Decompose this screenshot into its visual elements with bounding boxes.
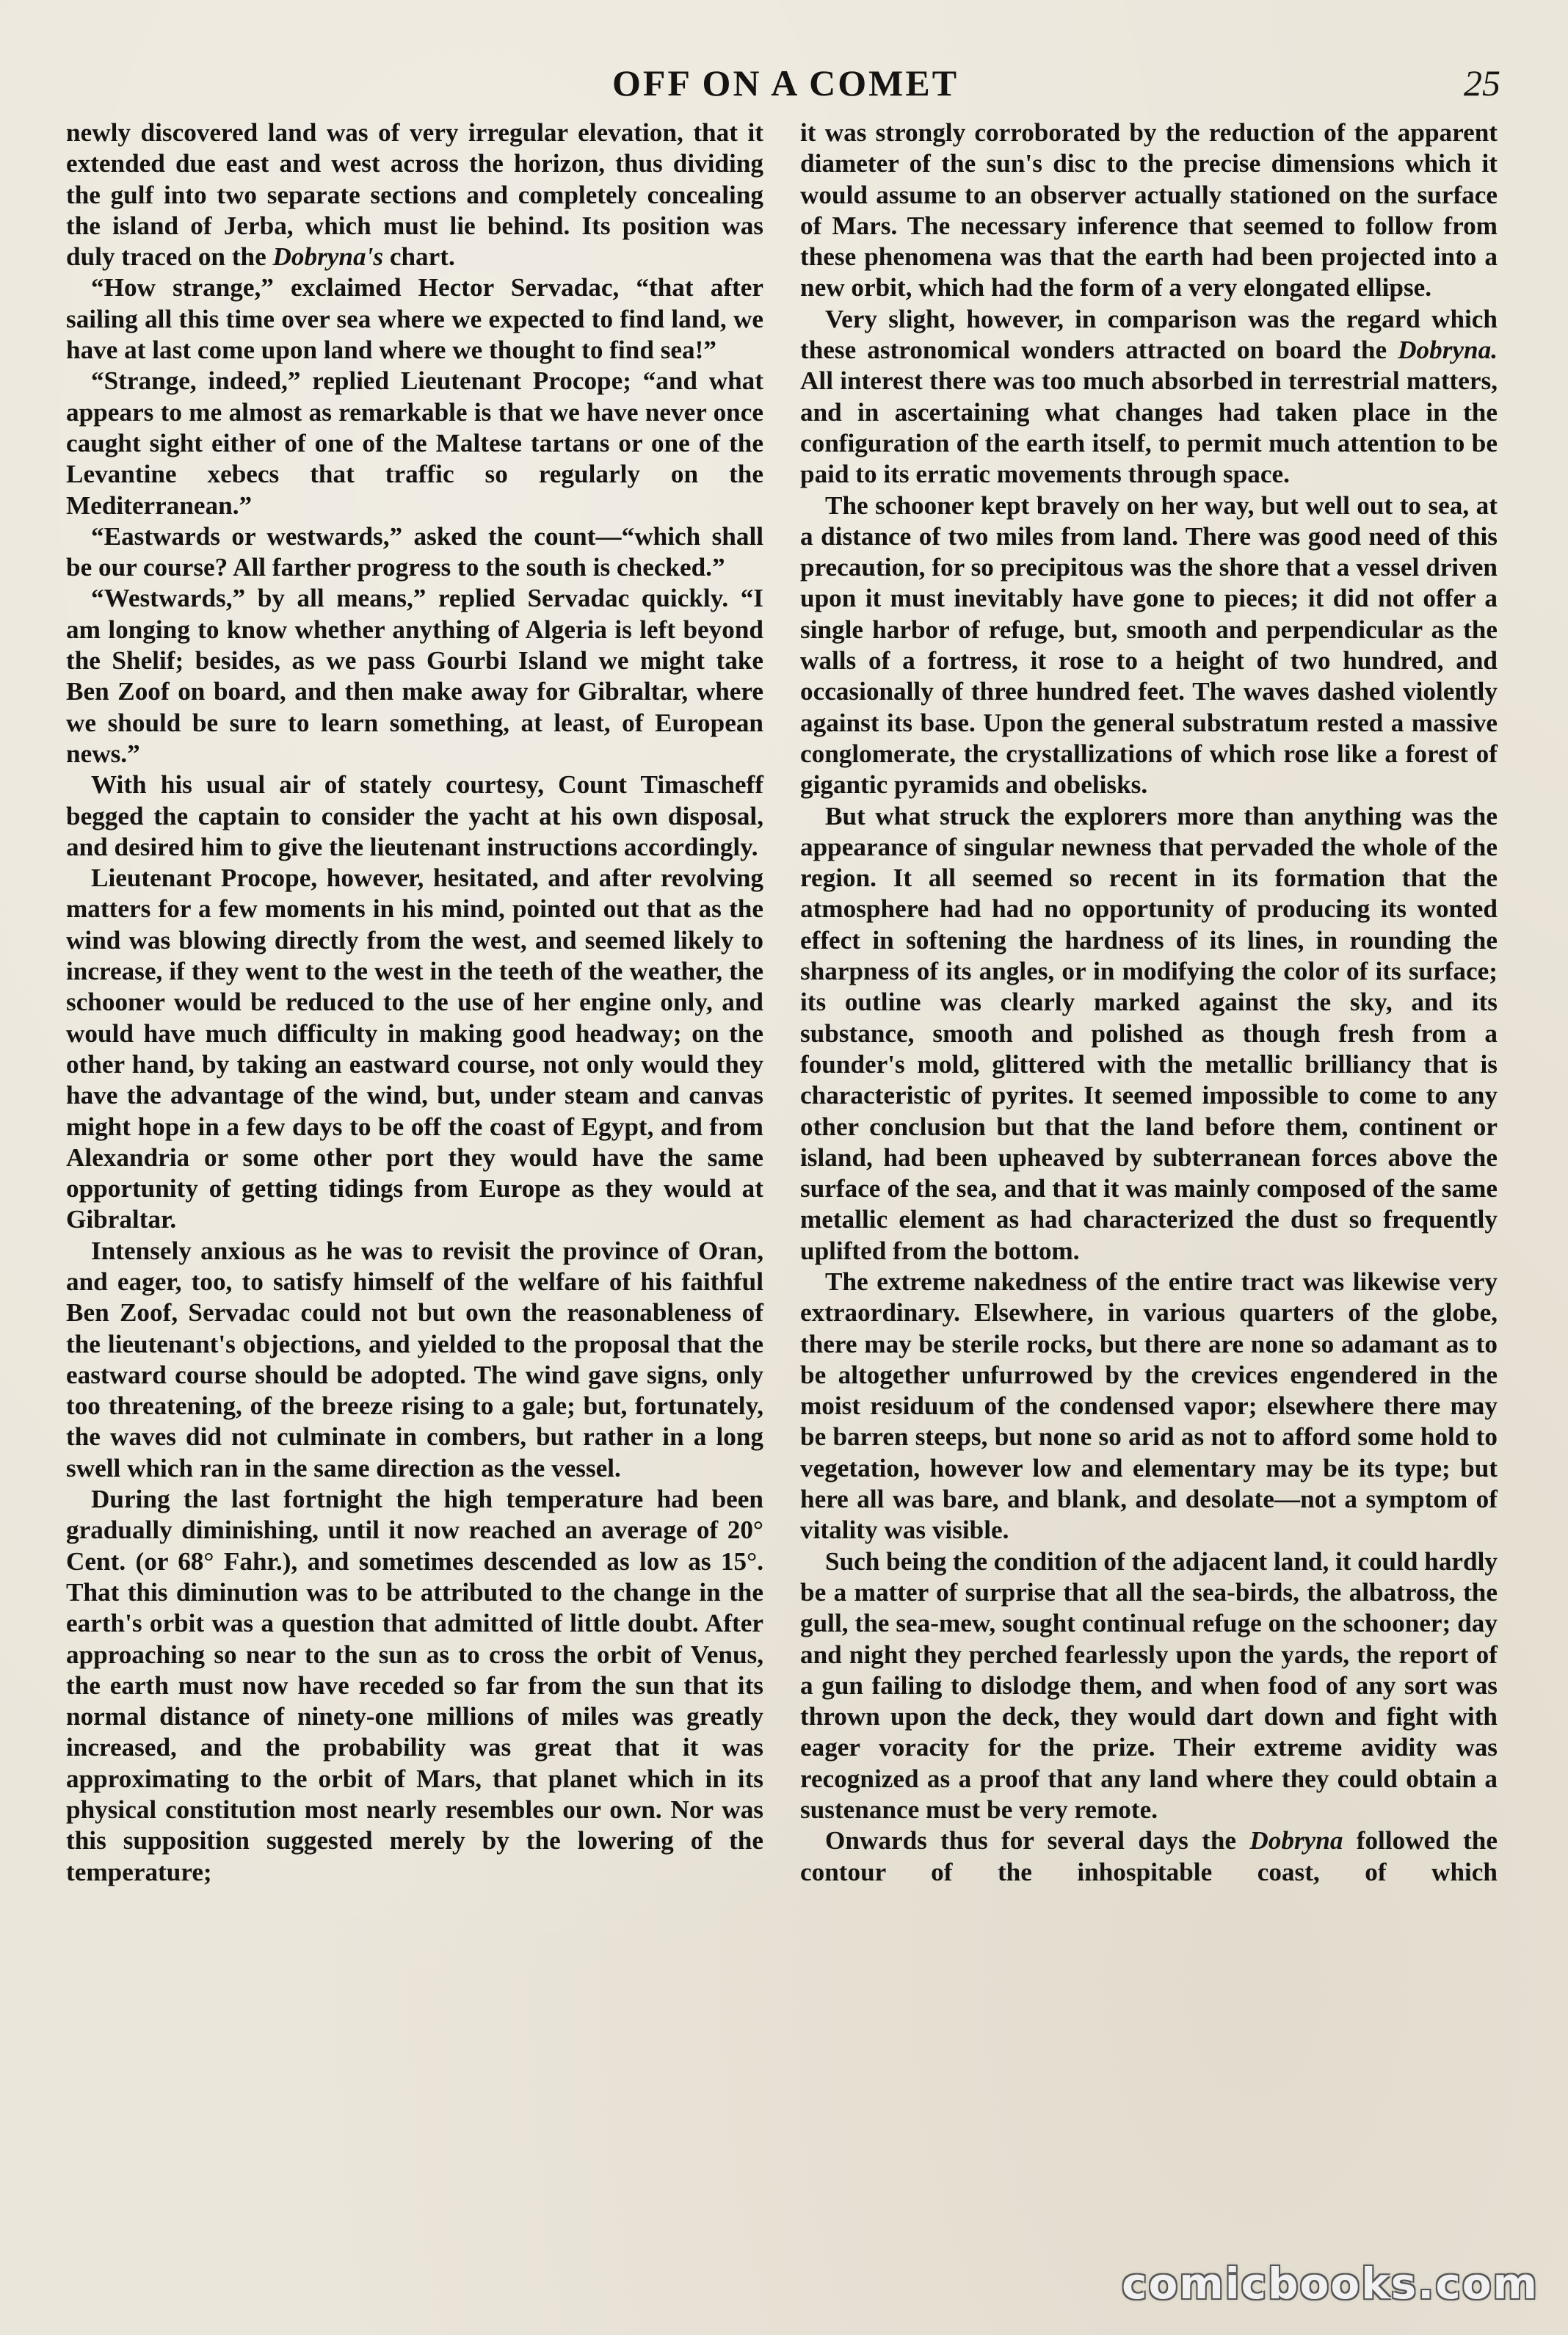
paragraph-text: Intensely anxious as he was to revisit the province of Oran, and eager, too, to satisfy himself of the welfare of his faithful Ben Zoof, Servadac could not but own the reasonableness of the lieutenant's objections, and yielded to the proposal that the eastward course should be adopted. The wind gave signs, only too threatening, of the breeze rising to a gale; but, fortunately, the waves did not culminate in combers, but rather in a long swell which ran in the same direction as the vessel. bbox=[66, 1236, 763, 1483]
paragraph-text: Onwards thus for several days the bbox=[825, 1826, 1250, 1856]
paragraph bbox=[800, 304, 1498, 490]
paragraph bbox=[800, 490, 1498, 801]
paragraph bbox=[66, 521, 763, 584]
ship-name: Dobryna bbox=[1249, 1826, 1343, 1856]
paragraph bbox=[800, 117, 1498, 304]
paragraph-text: During the last fortnight the high temperature had been gradually diminishing, until it now reached an average of 20° Cent. (or 68° Fahr.), and sometimes descended as low as 15°. That this diminution was to be attributed to the change in the earth's orbit was a question that admitted of little doubt. After approaching so near to the sun as to cross the orbit of Venus, the earth must now have receded so far from the sun that its normal distance of ninety-one millions of miles was greatly increased, and the probability was great that it was approximating to the orbit of Mars, that planet which in its physical constitution most nearly resembles our own. Nor was this supposition suggested merely by the lowering of the temperature; bbox=[66, 1485, 763, 1886]
paragraph-text: “Eastwards or westwards,” asked the count—“which shall be our course? All farther progress to the south is checked.” bbox=[66, 521, 763, 582]
paragraph bbox=[66, 583, 763, 770]
paragraph-text: newly discovered land was of very irregular elevation, that it extended due east and west across the horizon, thus dividing the gulf into two separate sections and completely concealing the island of Jerba, which must lie behind. Its position was duly traced on the bbox=[66, 118, 763, 272]
paragraph-text: chart. bbox=[383, 242, 455, 272]
right-column bbox=[800, 117, 1498, 1888]
paragraph-text: followed the contour of the inhospitable coast, of which bbox=[800, 1826, 1498, 1886]
page-number: 25 bbox=[1464, 62, 1500, 104]
paragraph bbox=[66, 272, 763, 366]
paragraph bbox=[800, 1267, 1498, 1546]
paragraph-text: With his usual air of stately courtesy, Count Timascheff begged the captain to consider the yacht at his own disposal, and desired him to give the lieutenant instructions accordingly. bbox=[66, 770, 763, 861]
paragraph bbox=[800, 801, 1498, 1267]
paragraph-text: it was strongly corroborated by the reduction of the apparent diameter of the sun's disc to the precise dimensions which it would assume to an observer actually stationed on the surface of Mars. The necessary inference that seemed to follow from these phenomena was that the earth had been projected into a new orbit, which had the form of a very elongated ellipse. bbox=[800, 118, 1498, 303]
ship-name: Dobryna. bbox=[1398, 336, 1498, 365]
paragraph-text: Lieutenant Procope, however, hesitated, and after revolving matters for a few moments in his mind, pointed out that as the wind was blowing directly from the west, and seemed likely to increase, if they went to the west in the teeth of the weather, the schooner would be reduced to the use of her engine only, and would have much difficulty in making good headway; on the other hand, by taking an eastward course, not only would they have the advantage of the wind, but, under steam and canvas might hope in a few days to be off the coast of Egypt, and from Alexandria or some other port they would have the same opportunity of getting tidings from Europe as they would at Gibraltar. bbox=[66, 864, 763, 1234]
paragraph-text: The extreme nakedness of the entire tract was likewise very extraordinary. Elsewhere, in various quarters of the globe, there may be sterile rocks, but there are none so adamant as to be altogether unfurrowed by the crevices engendered in the moist residuum of the condensed vapor; elsewhere there may be barren steeps, but none so arid as not to afford some hold to vegetation, however low and elementary may be its type; but here all was bare, and blank, and desolate—not a symptom of vitality was visible. bbox=[800, 1267, 1498, 1545]
watermark-logo: comicbooks.com bbox=[1122, 2259, 1539, 2309]
paragraph bbox=[66, 770, 763, 863]
paragraph bbox=[66, 1484, 763, 1888]
paragraph-text: Such being the condition of the adjacent land, it could hardly be a matter of surprise that all the sea-birds, the albatross, the gull, the sea-mew, sought continual refuge on the schooner; day and night they perched fearlessly upon the yards, the report of a gun failing to dislodge them, and when food of any sort was thrown upon the deck, they would dart down and fight with eager voracity for the prize. Their extreme avidity was recognized as a proof that any land where they could obtain a sustenance must be very remote. bbox=[800, 1546, 1498, 1825]
running-title: OFF ON A COMET bbox=[611, 62, 959, 104]
paragraph bbox=[800, 1825, 1498, 1888]
paragraph-text: “Strange, indeed,” replied Lieutenant Procope; “and what appears to me almost as remarkable is that we have never once caught sight either of one of the Maltese tartans or one of the Levantine xebecs that traffic so regularly on the Mediterranean.” bbox=[66, 366, 763, 520]
paragraph bbox=[66, 366, 763, 521]
paragraph bbox=[800, 1546, 1498, 1826]
ship-name: Dobryna's bbox=[272, 242, 384, 272]
paragraph bbox=[66, 117, 763, 272]
paragraph bbox=[66, 1236, 763, 1484]
paragraph bbox=[66, 863, 763, 1236]
paragraph-text: “How strange,” exclaimed Hector Servadac, “that after sailing all this time over sea where we expected to find land, we have at last come upon land where we thought to find sea!” bbox=[66, 273, 763, 365]
paragraph-text: The schooner kept bravely on her way, but well out to sea, at a distance of two miles from land. There was good need of this precaution, for so precipitous was the shore that a vessel driven upon it must inevitably have gone to pieces; it did not offer a single harbor of refuge, but, smooth and perpendicular as the walls of a fortress, it rose to a height of two hundred, and occasionally of three hundred feet. The waves dashed violently against its base. Upon the general substratum rested a massive conglomerate, the crystallizations of which rose like a forest of gigantic pyramids and obelisks. bbox=[800, 490, 1498, 800]
paragraph-text: Very slight, however, in comparison was the regard which these astronomical wonders attracted on board the bbox=[800, 304, 1498, 365]
paragraph-text: “Westwards,” by all means,” replied Servadac quickly. “I am longing to know whether anything of Algeria is left beyond the Shelif; besides, as we pass Gourbi Island we might take Ben Zoof on board, and then make away for Gibraltar, where we should be sure to learn something, at least, of European news.” bbox=[66, 584, 763, 768]
paragraph-text: All interest there was too much absorbed in terrestrial matters, and in ascertaining what changes had taken place in the configuration of the earth itself, to permit much attention to be paid to its erratic movements through space. bbox=[800, 366, 1498, 489]
paragraph-text: But what struck the explorers more than anything was the appearance of singular newness that pervaded the whole of the region. It all seemed so recent in its formation that the atmosphere had had no opportunity of producing its wonted effect in softening the hardness of its lines, in rounding the sharpness of its angles, or in modifying the color of its surface; its outline was clearly marked against the sky, and its substance, smooth and polished as though fresh from a founder's mold, glittered with the metallic brilliancy that is characteristic of pyrites. It seemed impossible to come to any other conclusion but that the land before them, continent or island, had been upheaved by subterranean forces above the surface of the sea, and that it was mainly composed of the same metallic element as had characterized the dust so frequently uplifted from the bottom. bbox=[800, 801, 1498, 1265]
left-column bbox=[66, 117, 763, 1888]
page-header bbox=[66, 57, 1505, 109]
